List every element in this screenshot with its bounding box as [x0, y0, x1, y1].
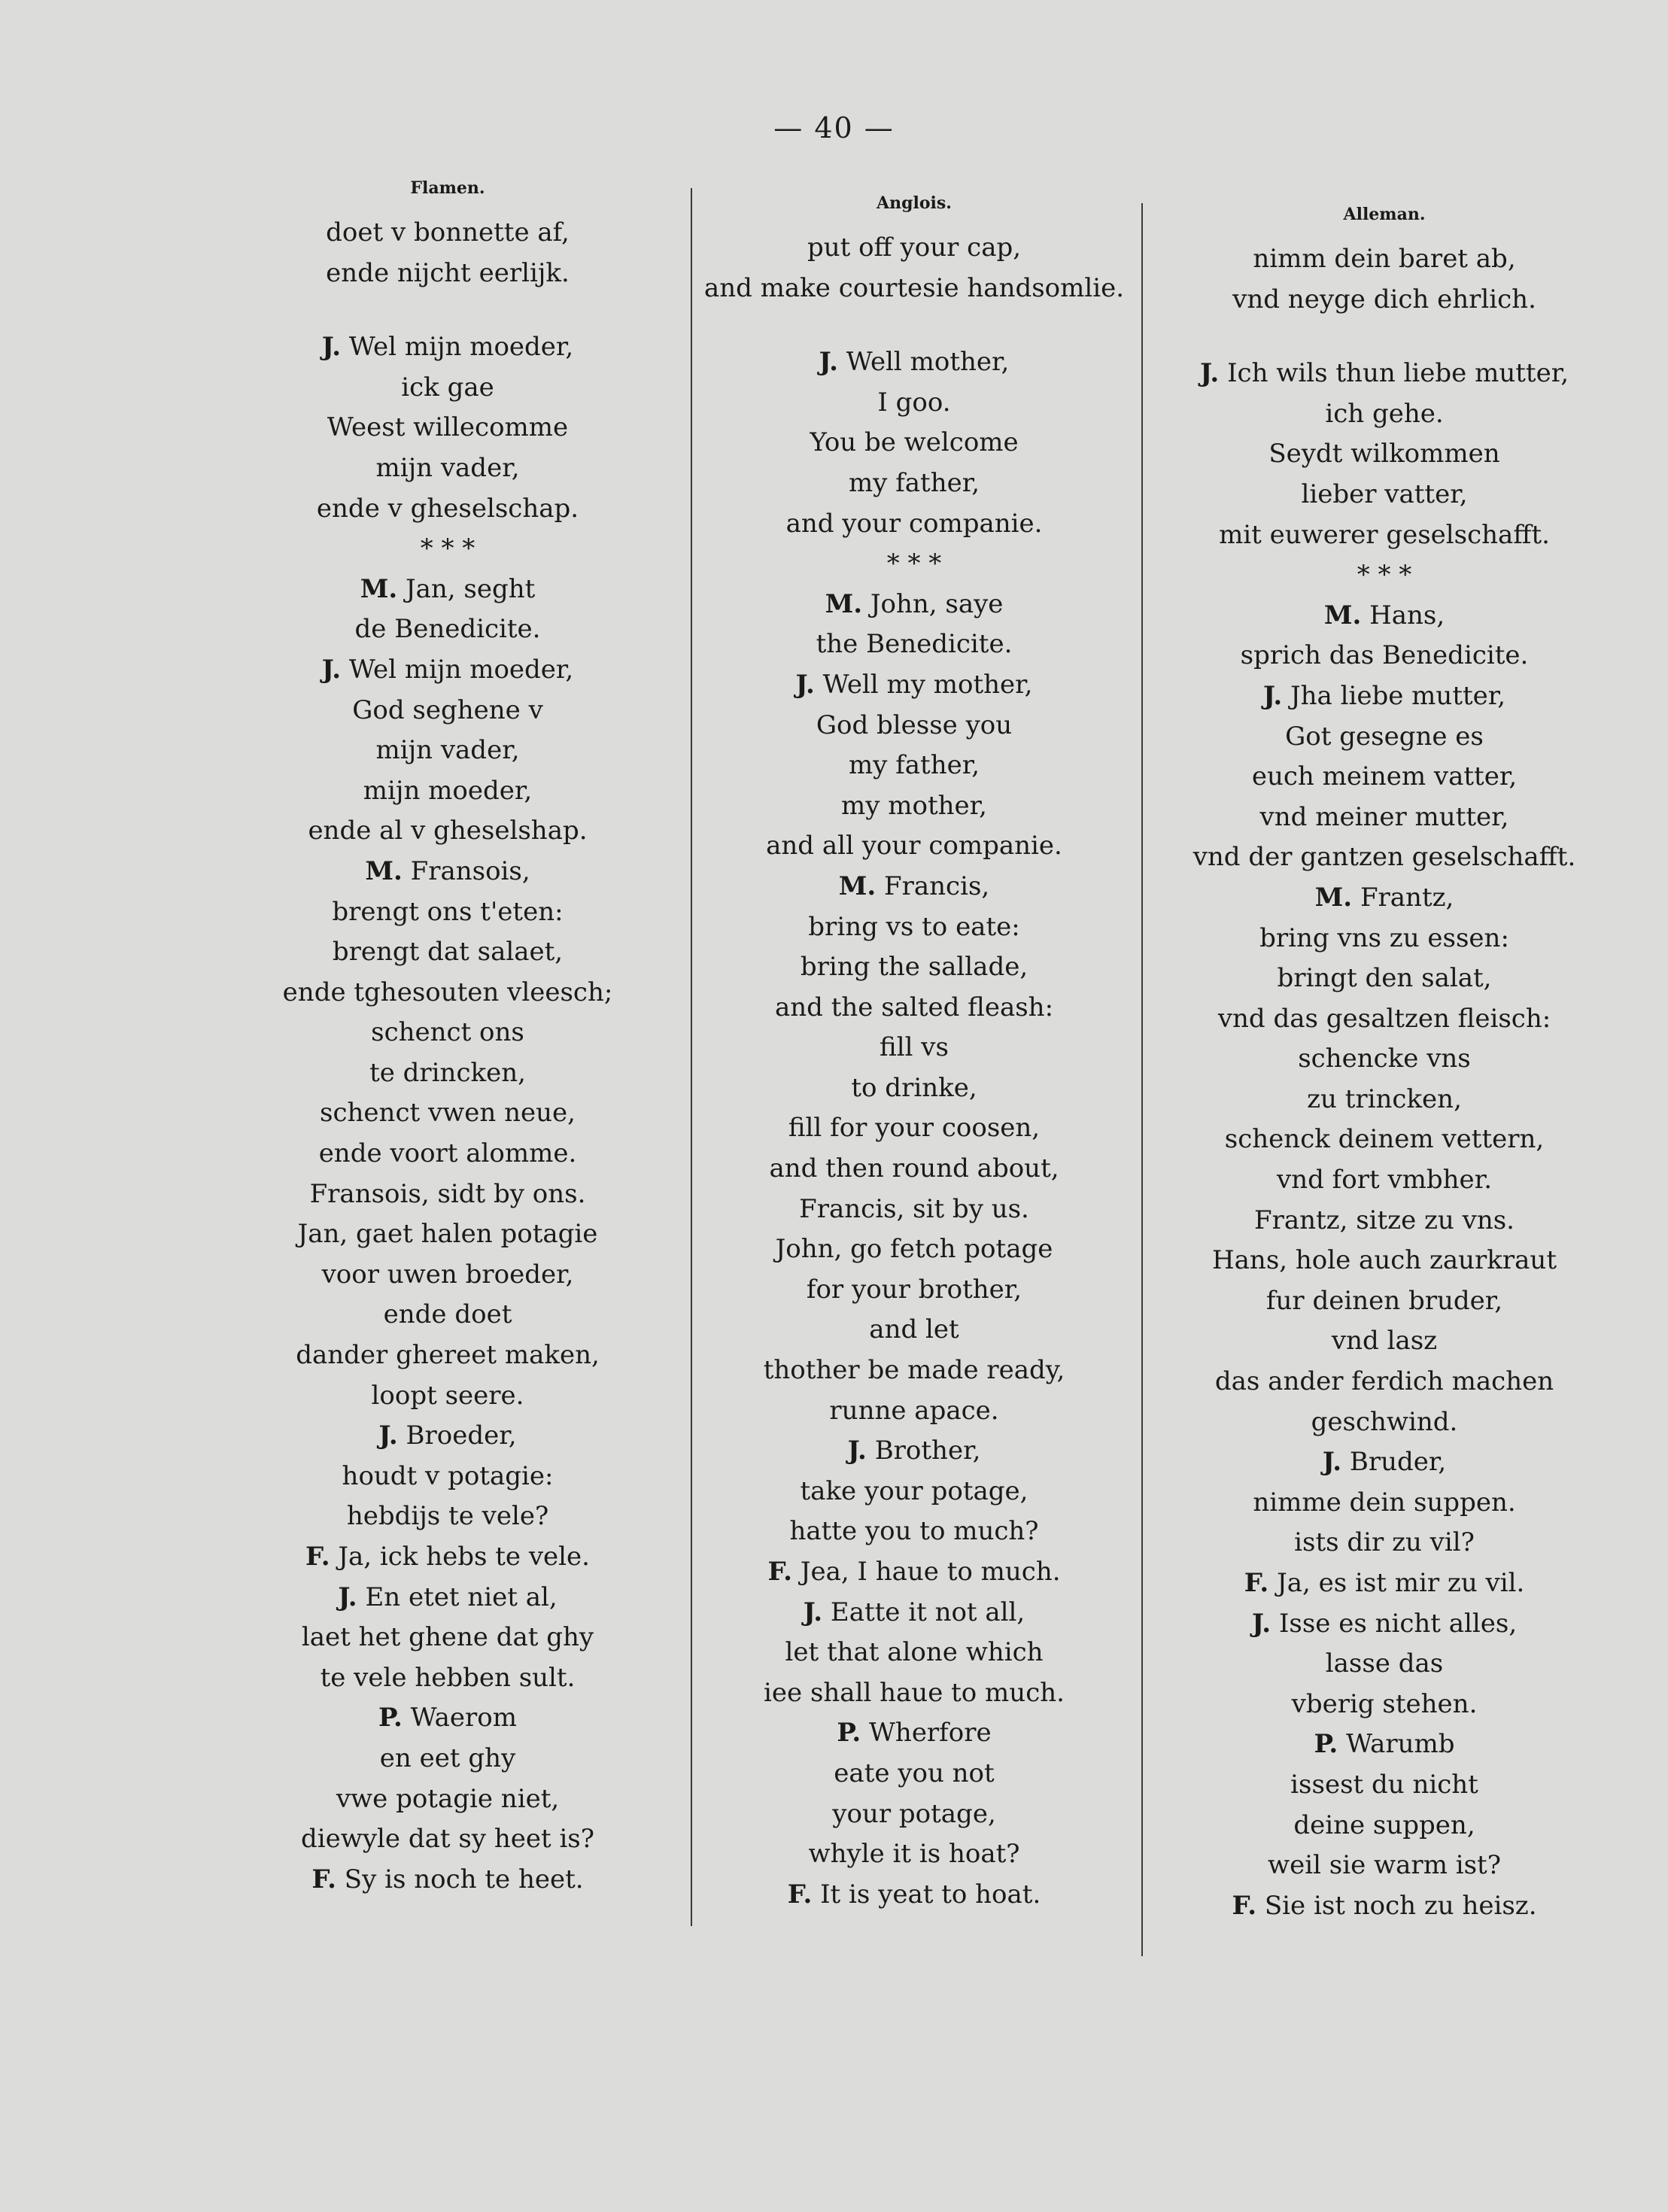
line-text: dander ghereet maken,	[296, 1340, 600, 1371]
line-text: vberig stehen.	[1291, 1688, 1478, 1719]
line-text: God blesse you	[816, 709, 1013, 740]
speaker-label: M.	[365, 855, 403, 886]
text-line	[1144, 1080, 1625, 1120]
text-line	[1144, 1442, 1625, 1483]
text-line	[688, 907, 1140, 948]
text-line	[226, 1578, 670, 1618]
line-text: euch meinem vatter,	[1251, 761, 1518, 792]
text-line	[226, 691, 670, 731]
text-line	[688, 1794, 1140, 1835]
line-text: the Benedicite.	[816, 629, 1013, 660]
text-line	[226, 650, 670, 691]
line-text: vwe potagie niet,	[336, 1783, 560, 1814]
text-line	[226, 1658, 670, 1699]
text-line	[688, 269, 1140, 309]
line-text: Jha liebe mutter,	[1290, 680, 1506, 711]
speaker-label: M.	[1314, 882, 1353, 913]
line-text: hatte you to much?	[789, 1516, 1039, 1547]
text-line	[688, 624, 1140, 665]
line-text: Wel mijn moeder,	[348, 332, 574, 363]
line-text: and then round about,	[769, 1153, 1059, 1184]
speaker-label: J.	[819, 347, 838, 378]
text-line	[1144, 1281, 1625, 1322]
speaker-label: J.	[803, 1597, 823, 1627]
column-flamen	[226, 177, 670, 1900]
speaker-label: F.	[1232, 1890, 1257, 1921]
text-line	[688, 947, 1140, 988]
text-line	[1144, 1321, 1625, 1362]
text-line	[688, 826, 1140, 867]
text-line	[226, 1819, 670, 1860]
line-text: te drincken,	[369, 1057, 526, 1088]
line-text: schenck deinem vettern,	[1224, 1124, 1545, 1155]
speaker-label: F.	[305, 1542, 330, 1572]
line-text: ende v gheselschap.	[316, 493, 579, 524]
text-line	[688, 1472, 1140, 1512]
text-line	[226, 489, 670, 530]
text-line	[226, 368, 670, 409]
text-line	[688, 544, 1140, 585]
text-line	[688, 867, 1140, 907]
text-line	[688, 1068, 1140, 1109]
line-text: let that alone which	[785, 1637, 1044, 1668]
text-line	[226, 811, 670, 852]
text-line	[1144, 280, 1625, 321]
line-text: Seydt wilkommen	[1268, 439, 1500, 469]
text-line	[688, 1633, 1140, 1673]
line-text: and make courtesie handsomlie.	[703, 272, 1125, 303]
speaker-label: F.	[767, 1557, 793, 1587]
line-text: Broeder,	[406, 1420, 517, 1451]
text-line	[688, 423, 1140, 463]
line-text: mit euwerer geselschafft.	[1219, 519, 1550, 550]
line-text: das ander ferdich machen	[1214, 1366, 1554, 1397]
line-text: my father,	[848, 750, 980, 781]
line-text: ists dir zu vil?	[1294, 1527, 1475, 1558]
text-line	[688, 1229, 1140, 1270]
line-text: schencke vns	[1298, 1044, 1471, 1074]
line-text: vnd der gantzen geselschafft.	[1193, 842, 1576, 873]
line-text: * * *	[886, 548, 942, 579]
line-text: Isse es nicht alles,	[1278, 1608, 1518, 1639]
text-line	[226, 892, 670, 933]
line-text: Wherfore	[868, 1718, 992, 1749]
line-text: ende al v gheselshap.	[308, 816, 588, 846]
text-line	[1144, 999, 1625, 1040]
text-line	[1144, 1160, 1625, 1201]
text-line	[226, 1618, 670, 1658]
line-text: thother be made ready,	[763, 1355, 1065, 1386]
text-line	[226, 1335, 670, 1376]
line-text: Ja, ick hebs te vele.	[338, 1542, 590, 1572]
column-anglois	[688, 192, 1140, 1915]
line-text: mijn vader,	[375, 735, 520, 766]
text-line	[1144, 354, 1625, 394]
line-text: put off your cap,	[807, 232, 1022, 263]
text-line	[1144, 1846, 1625, 1886]
text-line	[226, 1457, 670, 1497]
text-line	[226, 1053, 670, 1094]
line-text: whyle it is hoat?	[808, 1839, 1020, 1870]
speaker-label: M.	[1323, 600, 1362, 630]
speaker-label: J.	[338, 1582, 357, 1612]
text-line	[226, 254, 670, 294]
line-text: Frantz, sitze zu vns.	[1253, 1205, 1515, 1235]
speaker-label: P.	[837, 1718, 861, 1749]
column-alleman	[1144, 203, 1625, 1926]
line-text: geschwind.	[1311, 1406, 1458, 1437]
line-text: Ja, es ist mir zu vil.	[1277, 1568, 1525, 1598]
text-line	[1144, 878, 1625, 919]
text-line	[688, 1593, 1140, 1633]
speaker-label: M.	[360, 573, 398, 604]
text-line	[226, 1537, 670, 1578]
text-line	[688, 342, 1140, 383]
line-text: vnd fort vmbher.	[1276, 1165, 1492, 1196]
speaker-label: F.	[311, 1864, 336, 1894]
text-line	[1144, 1644, 1625, 1685]
line-text: te vele hebben sult.	[320, 1662, 576, 1693]
text-line	[226, 448, 670, 489]
line-text: brengt dat salaet,	[332, 937, 564, 968]
line-text: Warumb	[1346, 1729, 1455, 1760]
line-text: nimm dein baret ab,	[1253, 244, 1516, 274]
line-text: runne apace.	[829, 1395, 999, 1426]
text-line	[226, 1013, 670, 1053]
line-text: ich gehe.	[1325, 398, 1444, 429]
text-line	[226, 529, 670, 570]
text-line	[1144, 1362, 1625, 1402]
line-text: It is yeat to hoat.	[820, 1879, 1041, 1910]
line-text: fur deinen bruder,	[1265, 1285, 1503, 1316]
text-line	[1144, 919, 1625, 959]
text-line	[226, 731, 670, 771]
line-text: bring the sallade,	[800, 952, 1028, 983]
line-text: bringt den salat,	[1277, 963, 1492, 994]
line-text: and the salted fleash:	[774, 992, 1054, 1022]
line-text: You be welcome	[810, 427, 1019, 458]
line-text: diewyle dat sy heet is?	[300, 1824, 594, 1855]
line-text: Weest willecomme	[327, 412, 569, 443]
text-line	[1144, 1724, 1625, 1765]
line-text: and let	[869, 1314, 959, 1345]
line-text: en eet ghy	[379, 1743, 516, 1773]
line-text: Sy is noch te heet.	[344, 1864, 584, 1894]
text-line	[1144, 1201, 1625, 1241]
line-text: de Benedicite.	[354, 614, 541, 645]
text-line	[226, 973, 670, 1013]
speaker-label: P.	[1314, 1729, 1338, 1760]
text-line	[688, 228, 1140, 269]
line-text: * * *	[1357, 560, 1412, 591]
line-text: to drinke,	[851, 1072, 977, 1103]
line-text: Bruder,	[1349, 1447, 1447, 1478]
text-line	[226, 1134, 670, 1174]
line-text: Brother,	[874, 1436, 981, 1466]
text-line	[226, 327, 670, 368]
column-heading: Alleman.	[1343, 205, 1426, 224]
text-line	[1144, 1806, 1625, 1846]
line-text: take your potage,	[800, 1475, 1028, 1506]
text-line	[1144, 515, 1625, 556]
text-line	[688, 1713, 1140, 1754]
text-line	[226, 213, 670, 254]
text-line	[688, 786, 1140, 827]
text-line	[226, 1093, 670, 1134]
text-line	[688, 1673, 1140, 1714]
text-line	[688, 746, 1140, 786]
text-line	[226, 1295, 670, 1335]
text-line	[688, 1190, 1140, 1230]
text-line	[1144, 475, 1625, 515]
line-text: ende voort alomme.	[318, 1138, 577, 1169]
line-text: John, saye	[870, 588, 1004, 619]
text-line	[688, 1512, 1140, 1552]
speaker-label: F.	[787, 1879, 813, 1910]
speaker-label: F.	[1244, 1568, 1269, 1598]
column-divider-right	[1141, 203, 1143, 1956]
text-line	[688, 1028, 1140, 1068]
line-text: Sie ist noch zu heisz.	[1264, 1890, 1537, 1921]
line-text: issest du nicht	[1290, 1769, 1478, 1800]
speaker-label: P.	[378, 1703, 403, 1733]
line-text: vnd neyge dich ehrlich.	[1232, 284, 1536, 314]
line-text: Hans, hole auch zaurkraut	[1212, 1245, 1557, 1276]
line-text: iee shall haue to much.	[764, 1677, 1065, 1708]
text-line	[688, 1391, 1140, 1432]
text-line	[226, 1376, 670, 1417]
line-text: fill vs	[880, 1032, 949, 1063]
text-line	[1144, 798, 1625, 838]
text-line	[226, 1860, 670, 1901]
line-text: Fransois,	[410, 855, 530, 886]
line-text: ende tghesouten vleesch;	[282, 977, 613, 1007]
text-line	[688, 1431, 1140, 1472]
text-line	[1144, 1241, 1625, 1281]
speaker-label: J.	[378, 1420, 398, 1451]
line-text: Well my mother,	[822, 669, 1033, 700]
line-text: sprich das Benedicite.	[1240, 640, 1529, 671]
line-text: your potage,	[832, 1798, 996, 1829]
line-text: Francis,	[884, 871, 990, 901]
text-line	[1144, 636, 1625, 676]
text-line	[688, 1108, 1140, 1149]
page-number: — 40 —	[773, 111, 895, 144]
text-line	[226, 1496, 670, 1537]
line-text: and your companie.	[785, 508, 1043, 539]
line-text: Well mother,	[846, 347, 1010, 378]
text-line	[688, 1754, 1140, 1794]
text-line	[688, 504, 1140, 545]
text-line	[1144, 394, 1625, 435]
text-line	[688, 585, 1140, 625]
text-line	[226, 932, 670, 973]
text-line	[1144, 555, 1625, 596]
speaker-label: J.	[321, 332, 342, 363]
line-text: Eatte it not all,	[830, 1597, 1025, 1627]
line-text: brengt ons t'eten:	[332, 896, 564, 927]
text-line	[1144, 1563, 1625, 1604]
text-line	[688, 463, 1140, 504]
line-text: weil sie warm ist?	[1268, 1850, 1501, 1881]
line-text: laet het ghene dat ghy	[301, 1622, 594, 1653]
line-text: lasse das	[1325, 1648, 1444, 1679]
speaker-label: J.	[1322, 1447, 1342, 1478]
text-line	[688, 706, 1140, 746]
text-line	[688, 383, 1140, 424]
text-line	[1144, 596, 1625, 637]
line-text: schenct ons	[371, 1017, 524, 1048]
line-text: bring vs to eate:	[808, 911, 1020, 942]
line-text: deine suppen,	[1293, 1809, 1475, 1840]
text-line	[226, 570, 670, 610]
line-text: En etet niet al,	[365, 1582, 558, 1612]
speaker-label: M.	[825, 588, 863, 619]
text-line	[1144, 1604, 1625, 1645]
line-text: schenct vwen neue,	[320, 1098, 576, 1129]
line-text: my mother,	[841, 790, 987, 821]
text-line	[226, 1779, 670, 1820]
line-text: bring vns zu essen:	[1259, 922, 1509, 953]
text-line	[226, 1174, 670, 1215]
text-line	[688, 1351, 1140, 1391]
column-heading: Flamen.	[410, 178, 485, 198]
text-line	[1144, 1120, 1625, 1160]
column-heading: Anglois.	[877, 193, 952, 213]
line-text: vnd das gesaltzen fleisch:	[1217, 1003, 1551, 1034]
text-line	[1144, 1685, 1625, 1725]
line-text: Got gesegne es	[1285, 721, 1484, 752]
text-line	[1144, 434, 1625, 475]
line-text: vnd lasz	[1331, 1326, 1438, 1357]
text-line	[688, 988, 1140, 1029]
text-line	[1144, 757, 1625, 798]
text-line	[688, 1270, 1140, 1311]
line-text: mijn moeder,	[363, 775, 533, 806]
line-text: Waerom	[410, 1703, 517, 1733]
speaker-label: J.	[847, 1436, 867, 1466]
line-text: I goo.	[877, 387, 951, 418]
text-line	[226, 1698, 670, 1739]
text-line	[226, 1214, 670, 1255]
text-line	[1144, 959, 1625, 999]
line-text: mijn vader,	[375, 452, 520, 483]
line-text: my father,	[848, 467, 980, 498]
text-line	[226, 1416, 670, 1457]
line-text: Francis, sit by us.	[799, 1193, 1029, 1224]
text-line	[226, 852, 670, 892]
line-text: fill for your coosen,	[788, 1113, 1041, 1144]
speaker-label: J.	[1199, 358, 1220, 389]
text-line	[688, 1834, 1140, 1875]
text-line	[1144, 1039, 1625, 1080]
line-text: * * *	[420, 533, 475, 564]
line-text: nimme dein suppen.	[1253, 1487, 1516, 1518]
line-text: God seghene v	[352, 694, 543, 725]
line-text: Wel mijn moeder,	[348, 654, 574, 685]
text-line	[688, 1310, 1140, 1351]
text-line	[1144, 1765, 1625, 1806]
line-text: loopt seere.	[371, 1380, 524, 1411]
line-text: Fransois, sidt by ons.	[309, 1178, 586, 1209]
text-line	[1144, 239, 1625, 280]
text-line	[1144, 837, 1625, 878]
line-text: Jan, seght	[405, 573, 536, 604]
speaker-label: J.	[1262, 680, 1283, 711]
text-line	[226, 609, 670, 650]
line-text: ick gae	[401, 372, 494, 403]
text-line	[1144, 1483, 1625, 1524]
line-text: voor uwen broeder,	[321, 1259, 574, 1290]
text-line	[688, 1875, 1140, 1916]
text-line	[226, 771, 670, 812]
text-line	[688, 665, 1140, 706]
line-text: lieber vatter,	[1301, 479, 1468, 509]
line-text: doet v bonnette af,	[326, 217, 570, 248]
text-line	[226, 1739, 670, 1779]
line-text: eate you not	[834, 1758, 995, 1788]
text-line	[226, 408, 670, 448]
line-text: hebdijs te vele?	[346, 1501, 549, 1532]
line-text: Jea, I haue to much.	[800, 1557, 1061, 1587]
text-line	[1144, 676, 1625, 717]
line-text: vnd meiner mutter,	[1259, 801, 1509, 832]
line-text: and all your companie.	[766, 831, 1062, 861]
line-text: Jan, gaet halen potagie	[297, 1219, 598, 1250]
speaker-label: J.	[1251, 1608, 1272, 1639]
speaker-label: J.	[321, 654, 342, 685]
text-line	[688, 1149, 1140, 1190]
text-line	[226, 1255, 670, 1296]
line-text: zu trincken,	[1307, 1083, 1462, 1114]
text-line	[1144, 1886, 1625, 1927]
text-line	[1144, 1523, 1625, 1563]
text-line	[1144, 1402, 1625, 1443]
line-text: Hans,	[1369, 600, 1445, 630]
speaker-label: M.	[838, 871, 877, 901]
line-text: for your brother,	[806, 1274, 1022, 1305]
line-text: ende doet	[383, 1299, 512, 1330]
text-line	[1144, 717, 1625, 758]
line-text: Frantz,	[1360, 882, 1454, 913]
speaker-label: J.	[795, 669, 815, 700]
line-text: Ich wils thun liebe mutter,	[1227, 358, 1569, 389]
text-line	[688, 1552, 1140, 1593]
line-text: houdt v potagie:	[342, 1460, 554, 1491]
line-text: John, go fetch potage	[775, 1234, 1053, 1265]
line-text: ende nijcht eerlijk.	[326, 257, 570, 288]
